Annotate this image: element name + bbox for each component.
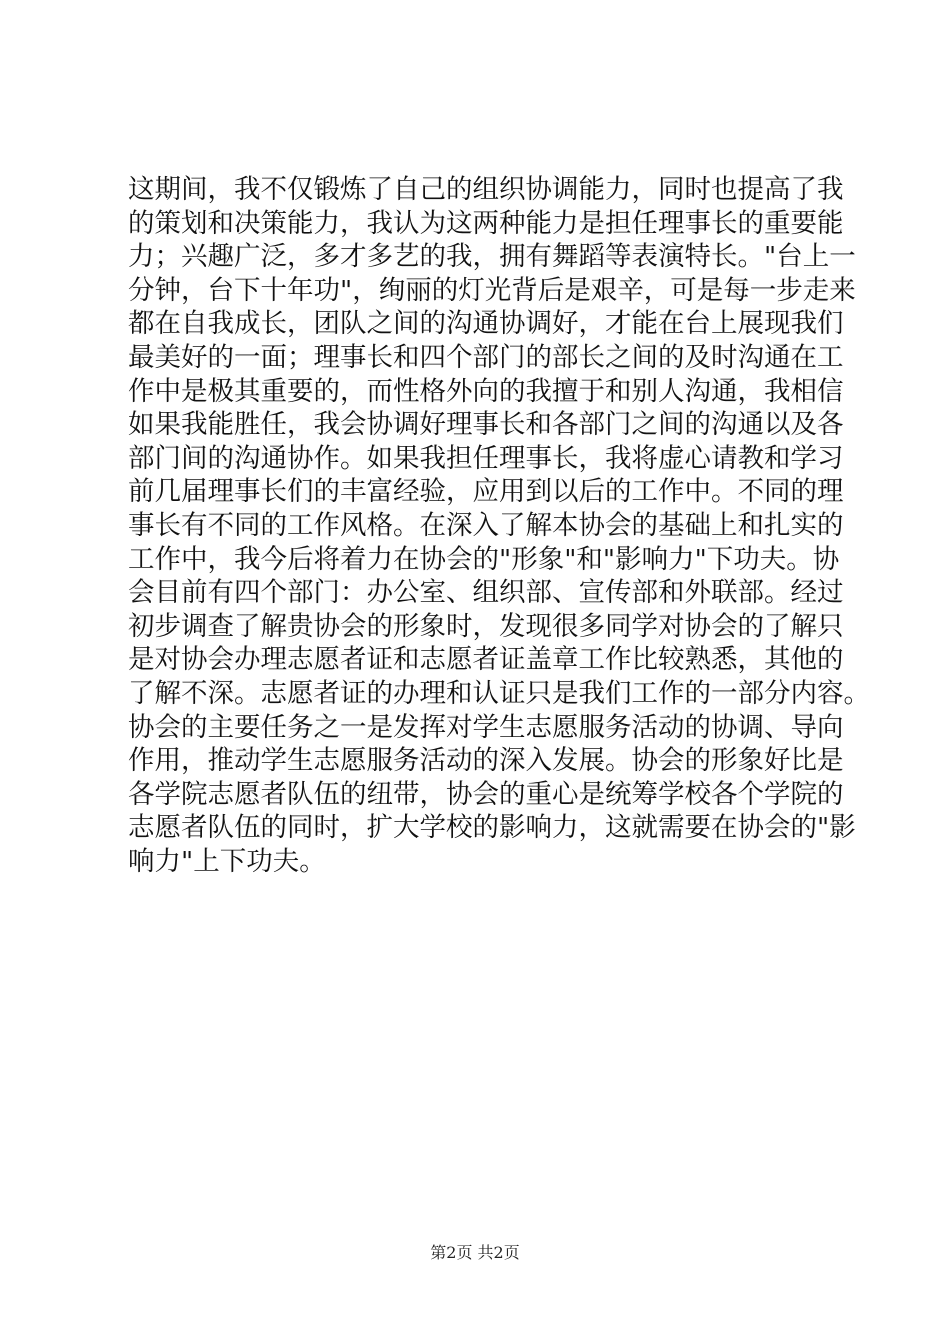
text-line: 分钟，台下十年功"，绚丽的灯光背后是艰辛，可是每一步走来 (128, 274, 856, 306)
text-line: 是对协会办理志愿者证和志愿者证盖章工作比较熟悉，其他的 (128, 644, 844, 676)
text-line: 响力"上下功夫。 (128, 845, 326, 877)
text-line: 志愿者队伍的同时，扩大学校的影响力，这就需要在协会的"影 (128, 812, 856, 844)
text-line: 作用，推动学生志愿服务活动的深入发展。协会的形象好比是 (128, 745, 844, 777)
page-footer: 第2页 共2页 (430, 1243, 520, 1262)
text-line: 力；兴趣广泛，多才多艺的我，拥有舞蹈等表演特长。"台上一 (128, 241, 856, 273)
text-line: 前几届理事长们的丰富经验，应用到以后的工作中。不同的理 (128, 476, 844, 508)
text-line: 最美好的一面；理事长和四个部门的部长之间的及时沟通在工 (128, 341, 844, 373)
text-line: 各学院志愿者队伍的纽带，协会的重心是统筹学校各个学院的 (128, 778, 844, 810)
text-line: 了解不深。志愿者证的办理和认证只是我们工作的一部分内容。 (128, 677, 870, 709)
text-line: 如果我能胜任，我会协调好理事长和各部门之间的沟通以及各 (128, 409, 844, 441)
text-line: 的策划和决策能力，我认为这两种能力是担任理事长的重要能 (128, 207, 844, 239)
text-line: 会目前有四个部门：办公室、组织部、宣传部和外联部。经过 (128, 577, 844, 609)
body-paragraph (128, 173, 870, 878)
text-line: 工作中，我今后将着力在协会的"形象"和"影响力"下功夫。协 (128, 543, 840, 575)
text-line: 作中是极其重要的，而性格外向的我擅于和别人沟通，我相信 (128, 375, 844, 407)
text-line: 都在自我成长，团队之间的沟通协调好，才能在台上展现我们 (128, 308, 844, 340)
text-line: 初步调查了解贵协会的形象时，发现很多同学对协会的了解只 (128, 610, 844, 642)
text-line: 事长有不同的工作风格。在深入了解本协会的基础上和扎实的 (128, 509, 844, 541)
text-line: 部门间的沟通协作。如果我担任理事长，我将虚心请教和学习 (128, 442, 844, 474)
text-line: 协会的主要任务之一是发挥对学生志愿服务活动的协调、导向 (128, 711, 844, 743)
text-line: 这期间，我不仅锻炼了自己的组织协调能力，同时也提高了我 (128, 174, 844, 205)
